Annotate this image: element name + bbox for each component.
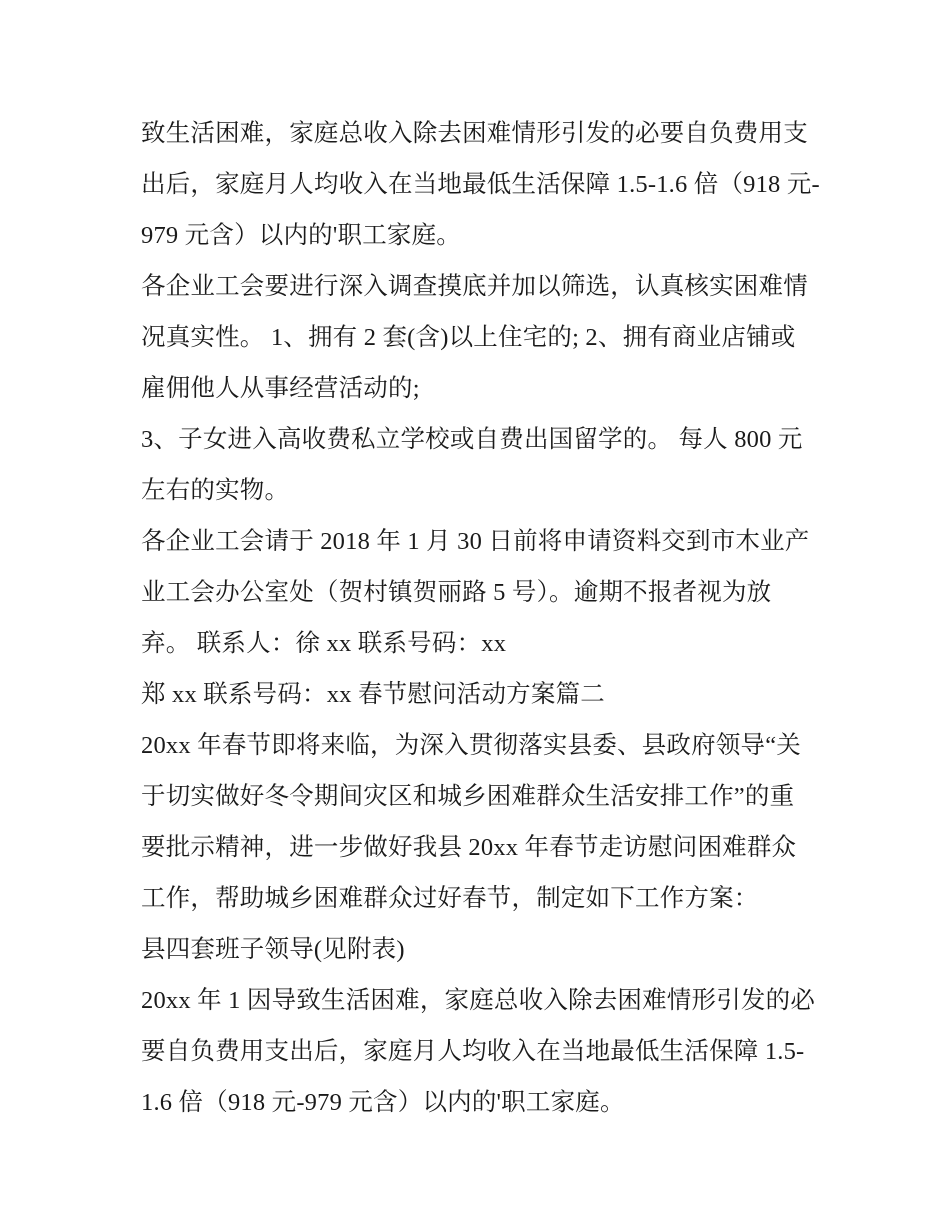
text-line: 况真实性。 1、拥有 2 套(含)以上住宅的; 2、拥有商业店铺或: [141, 324, 796, 351]
text-line: 郑 xx 联系号码：xx 春节慰问活动方案篇二: [141, 681, 605, 708]
document-body: [141, 108, 820, 1128]
text-line: 工作，帮助城乡困难群众过好春节，制定如下工作方案：: [141, 885, 759, 912]
text-line: 3、子女进入高收费私立学校或自费出国留学的。 每人 800 元: [141, 426, 803, 453]
text-line: 1.6 倍（918 元-979 元含）以内的'职工家庭。: [141, 1089, 625, 1116]
text-line: 县四套班子领导(见附表): [141, 936, 405, 963]
text-line: 20xx 年春节即将来临，为深入贯彻落实县委、县政府领导“关: [141, 732, 801, 759]
text-line: 要自负费用支出后，家庭月人均收入在当地最低生活保障 1.5-: [141, 1038, 805, 1065]
text-line: 要批示精神，进一步做好我县 20xx 年春节走访慰问困难群众: [141, 834, 797, 861]
text-line: 弃。 联系人：徐 xx 联系号码：xx: [141, 630, 507, 657]
text-line: 致生活困难，家庭总收入除去困难情形引发的必要自负费用支: [141, 120, 808, 147]
text-line: 20xx 年 1 因导致生活困难，家庭总收入除去困难情形引发的必: [141, 987, 816, 1014]
text-line: 左右的实物。: [141, 477, 290, 504]
text-line: 979 元含）以内的'职工家庭。: [141, 222, 461, 249]
text-line: 于切实做好冬令期间灾区和城乡困难群众生活安排工作”的重: [141, 783, 795, 810]
text-line: 各企业工会请于 2018 年 1 月 30 日前将申请资料交到市木业产: [141, 528, 810, 555]
text-line: 业工会办公室处（贺村镇贺丽路 5 号）。逾期不报者视为放: [141, 579, 772, 606]
text-line: 雇佣他人从事经营活动的;: [141, 375, 420, 402]
text-line: 出后，家庭月人均收入在当地最低生活保障 1.5-1.6 倍（918 元-: [141, 171, 820, 198]
text-line: 各企业工会要进行深入调查摸底并加以筛选，认真核实困难情: [141, 273, 808, 300]
